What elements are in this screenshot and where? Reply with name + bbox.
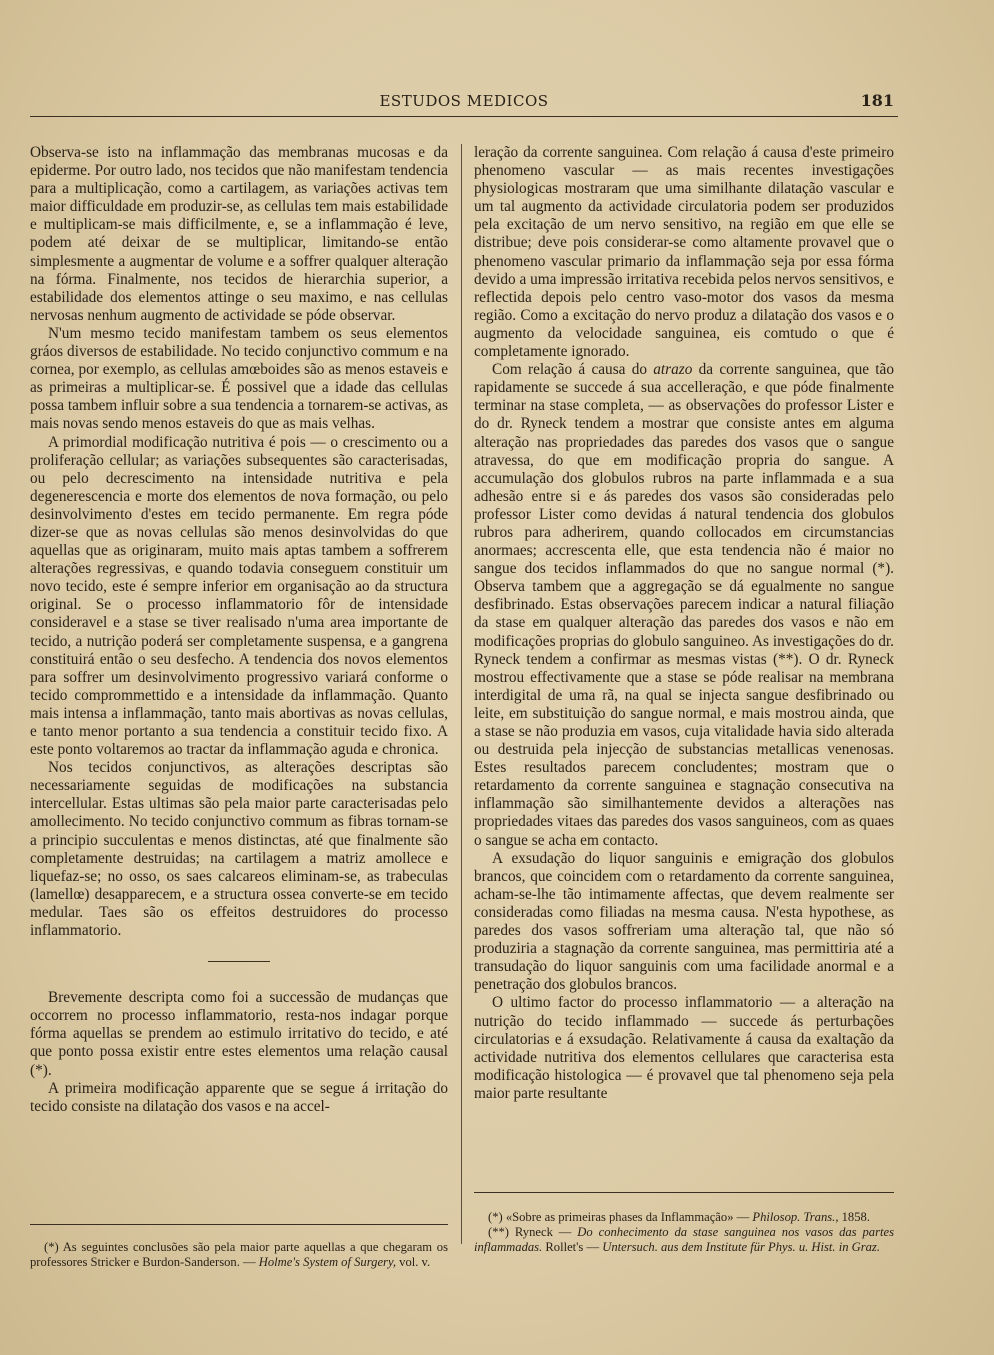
running-title: ESTUDOS MEDICOS (379, 92, 549, 110)
right-column (474, 144, 894, 1103)
page-number: 181 (860, 91, 894, 110)
footnote (30, 1240, 448, 1270)
footnote-source: Philosop. Trans., (752, 1210, 839, 1224)
text-run: Com relação á causa do (492, 361, 654, 379)
paragraph: A exsudação do liquor sanguinis e emigração dos globulos brancos, que coincidem com o retardamento da corrente sanguinea, acham-se-lhe tão intimamente affectas, que devem realmente ser consideradas como filiadas na mesma causa. N'esta hypothese, as paredes dos vasos soffreriam uma alteração tal, que não só produziria a stagnação da corrente sanguinea, mas permittiria até a transudação do liquor sanguinis com uma facilidade anormal e a penetração dos globulos brancos. (474, 849, 894, 994)
paragraph: leração da corrente sanguinea. Com relação á causa d'este primeiro phenomeno vascular — as mais recentes investigações physiologicas mostraram que uma similhante dilatação vascular e um tal augmento da actividade circulatoria podem ser produzidos pela excitação de um nervo sensitivo, na região em que elle se distribue; deve pois considerar-se como altamente provavel que o phenomeno vascular primario da inflammação seja por essa fórma devido a uma impressão irritativa recebida pelos nervos sensitivos, e reflectida depois pelo centro vaso-motor dos vasos da mesma região. Como a excitação do nervo produz a dilatação dos vasos e o augmento da velocidade sanguinea, eis comtudo o que é completamente ignorado. (474, 144, 894, 361)
paragraph: A primordial modificação nutritiva é pois — o crescimento ou a proliferação cellular; as variações subsequentes são caracterisadas, ou pelo decrescimento na intensidade nutritiva e pela degenerescencia e morte dos elementos de nova formação, ou pelo desinvolvimento d'estes em tecido permanente. Em regra póde dizer-se que as novas cellulas são menos desinvolvidas do que aquellas que as originaram, muito mais aptas tambem a soffrerem alterações regressivas, e quando todavia conseguem constituir um novo tecido, este é sempre inferior em organisação ao da structura original. Se o processo inflammatorio fôr de intensidade consideravel e a stase se tiver realisado n'uma area importante de tecido, a nutrição poderá ser completamente suspensa, e a gangrena constituirá então o seu desfecho. A tendencia dos novos elementos para soffrer um desinvolvimento progressivo variará conforme o tecido comprommettido e a intensidade da inflammação. Quanto mais intensa a inflammação, tanto mais abortivas as novas cellulas, e tanto menor portanto a sua tendencia a constituir tecido fixo. A este ponto voltaremos ao tractar da inflammação aguda e chronica. (30, 433, 448, 759)
text-run: da corrente sanguinea, que tão rapidamente se succede á sua accelleração, e que póde finalmente terminar na stase completa, — as observações do professor Lister e do dr. Ryneck tendem a mostrar que consiste antes em alguma alteração nas propriedades das paredes dos vasos que o sangue atravessa, do que em modificação propria do sangue. A accumulação dos globulos rubros na parte inflammada e a sua adhesão entre si e ás paredes dos vasos são consideradas pelo professor Lister como devidas á natural tendencia dos globulos rubros para adherirem, quando collocados em circumstancias anormaes; accrescenta elle, que esta tendencia não é maior no sangue dos tecidos inflammados do que no sangue normal (*). Observa tambem que a aggregação se dá egualmente no sangue desfibrinado. Estas observações parecem indicar a natural filiação da stase em qualquer alteração das paredes dos vasos e não em modificações proprias do globulo sanguineo. As investigações do dr. Ryneck tendem a confirmar as mesmas vistas (**). O dr. Ryneck mostrou effectivamente que a stase se póde realisar na membrana interdigital de uma rã, na qual se injecta sangue desfibrinado ou leite, em substituição do sangue normal, e mais mostrou ainda, que a stase se não produzia em vasos, cuja vitalidade havia sido alterada ou destruida pela injecção de substancias metallicas venenosas. Estes resultados parecem concludentes; mostram que o retardamento da corrente sanguinea e stagnação consecutiva na inflammação são similhantemente devidos a alterações nas propriedades vitaes das paredes dos vasos sanguineos, com as quaes o sangue se acha em contacto. (474, 361, 894, 849)
footnote-text: (*) «Sobre as primeiras phases da Inflammação» — (488, 1210, 753, 1224)
paragraph: Observa-se isto na inflammação das membranas mucosas e da epiderme. Por outro lado, nos tecidos que não manifestam tendencia para a multiplicação, como a cartilagem, as variações activas tem maior difficuldade em produzir-se, as cellulas tem mais estabilidade e multiplicam-se mais difficilmente, e, se a inflammação é leve, podem até deixar de se multiplicar, limitando-se então simplesmente a augmentar de volume e a soffrer qualquer alteração na fórma. Finalmente, nos tecidos de hierarchia superior, a estabilidade dos elementos attinge o seu maximo, e nas cellulas nervosas nenhum augmento de actividade se póde observar. (30, 144, 448, 324)
footnote-source: Holme's System of Surgery, (258, 1255, 396, 1270)
footnote-source: Untersuch. aus dem Institute für Phys. u. Hist. in Graz. (602, 1240, 880, 1255)
footnote-rule-left (30, 1224, 448, 1225)
footnote (474, 1225, 894, 1255)
footnotes-right (474, 1210, 894, 1256)
paragraph: A primeira modificação apparente que se segue á irritação do tecido consiste na dilatação dos vasos e na accel- (30, 1079, 448, 1115)
page-header (30, 92, 898, 117)
paragraph: Nos tecidos conjunctivos, as alterações descriptas são necessariamente seguidas de modificações na substancia intercellular. Estas ultimas são pela maior parte caracterisadas pelo amollecimento. No tecido conjunctivo commum as fibras tornam-se a principio succulentas e menos distinctas, até que finalmente são completamente destruidas; na cartilagem a matriz amollece e liquefaz-se; no osso, os saes calcareos eliminam-se, as trabeculas (lamellœ) desapparecem, e a structura ossea converte-se em tecido medular. Taes são os effeitos destruidores do processo inflammatorio. (30, 759, 448, 940)
paragraph (474, 361, 894, 850)
footnote-text: 1858. (838, 1210, 870, 1224)
paragraph: N'um mesmo tecido manifestam tambem os seus elementos gráos diversos de estabilidade. No tecido conjunctivo commum e na cornea, por exemplo, as cellulas amœboides são as menos estaveis e as primeiras a multiplicar-se. É possivel que a idade das cellulas possa tambem influir sobre a sua tendencia a tornarem-se activas, as mais novas sendo menos estaveis do que as mais velhas. (30, 324, 448, 433)
footnote-text: (**) Ryneck — (488, 1225, 578, 1240)
column-divider (461, 144, 462, 1244)
footnote-text: Rollet's — (542, 1240, 603, 1255)
footnote-text: vol. v. (396, 1255, 431, 1270)
section-separator (208, 961, 270, 962)
italic-term: atrazo (653, 361, 693, 379)
footnote-text: (*) As seguintes conclusões são pela maior parte aquellas a que chegaram os professores Stricker e Burdon-Sanderson. — (30, 1240, 448, 1270)
footnote-rule-right (474, 1192, 894, 1193)
footnote (474, 1210, 894, 1225)
footnotes-left (30, 1240, 448, 1270)
left-column (30, 144, 448, 1116)
paragraph: O ultimo factor do processo inflammatorio — a alteração na nutrição do tecido inflammado — succede ás perturbações circulatorias e á exsudação. Relativamente á causa da exaltação da actividade nutritiva dos elementos cellulares que caracterisa esta modificação histologica — é provavel que tal phenomeno seja pela maior parte resultante (474, 994, 894, 1102)
footnote-source: Do conhecimento da stase sanguinea nos vasos das partes inflammadas. (474, 1225, 894, 1255)
paragraph: Brevemente descripta como foi a successão de mudanças que occorrem no processo inflammatorio, resta-nos indagar porque fórma aquellas se prendem ao estimulo irritativo do tecido, e até que ponto possa existir entre estes elementos uma relação causal (*). (30, 989, 448, 1079)
